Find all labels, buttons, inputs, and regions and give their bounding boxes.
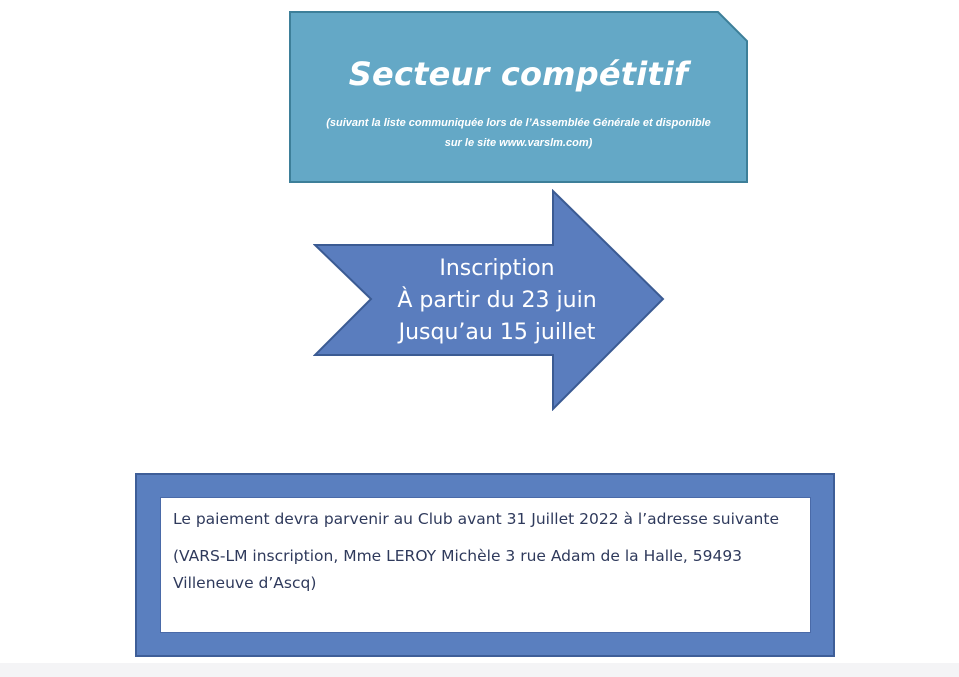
sector-subtitle <box>299 113 738 153</box>
sector-subtitle-line-2: sur le site www.varslm.com) <box>444 137 593 149</box>
payment-deadline-text: Le paiement devra parvenir au Club avant 31 Juillet 2022 à l’adresse suivante <box>173 510 779 528</box>
folded-corner-box-shape <box>289 11 748 183</box>
payment-address-text: (VARS-LM inscription, Mme LEROY Michèle 3 rue Adam de la Halle, 59493 Villeneuve d’Ascq) <box>173 547 743 592</box>
sector-subtitle-line-1: (suivant la liste communiquée lors de l’Assemblée Générale et disponible <box>326 117 711 129</box>
registration-label: Inscription <box>439 256 555 281</box>
page-bottom-strip <box>0 663 959 677</box>
registration-arrow <box>313 189 665 411</box>
sector-title: Secteur compétitif <box>348 55 689 93</box>
registration-end-date: Jusqu’au 15 juillet <box>398 320 596 345</box>
payment-text-box <box>160 497 811 633</box>
payment-frame <box>135 473 835 657</box>
registration-start-date: À partir du 23 juin <box>397 288 597 313</box>
sector-banner <box>289 11 748 183</box>
